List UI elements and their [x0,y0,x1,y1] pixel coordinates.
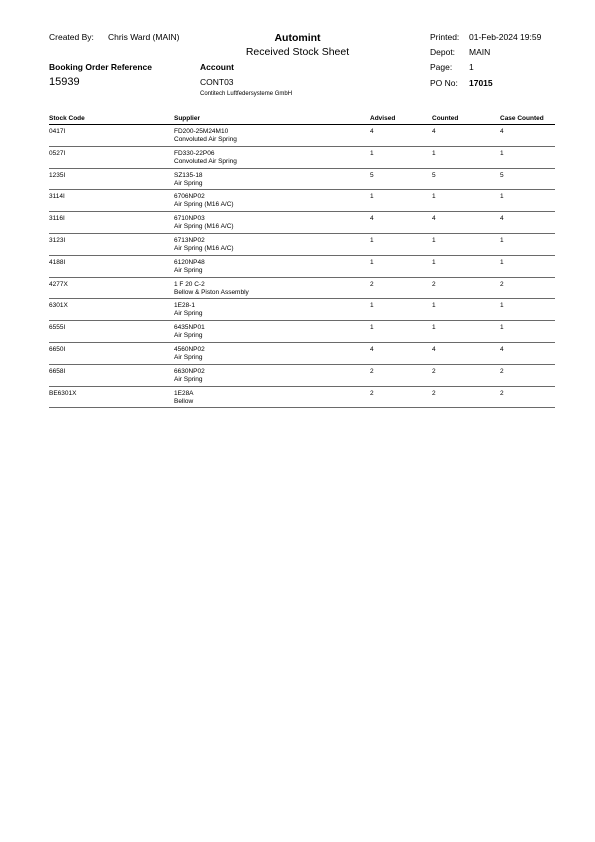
supplier-part-cell: 1 F 20 C-2 [174,280,205,288]
supplier-desc-cell: Air Spring (M16 A/C) [174,201,234,209]
advised-cell: 2 [370,280,374,288]
supplier-desc-cell: Convoluted Air Spring [174,157,237,165]
stock-code-cell: 0527I [49,149,66,157]
case-counted-cell: 1 [500,258,504,266]
account-code: CONT03 [200,77,234,87]
counted-cell: 1 [432,236,436,244]
depot-value: MAIN [469,47,491,57]
advised-cell: 1 [370,236,374,244]
case-counted-cell: 4 [500,345,504,353]
case-counted-cell: 1 [500,193,504,201]
advised-cell: 4 [370,345,374,353]
stock-code-cell: 4277X [49,280,68,288]
counted-cell: 2 [432,280,436,288]
supplier-desc-cell: Air Spring (M16 A/C) [174,223,234,231]
booking-ref-label: Booking Order Reference [49,62,152,72]
case-counted-cell: 4 [500,215,504,223]
case-counted-cell: 2 [500,367,504,375]
supplier-part-cell: 6435NP01 [174,324,205,332]
stock-code-cell: 1235I [49,171,66,179]
case-counted-cell: 2 [500,389,504,397]
created-by-label: Created By: [49,32,94,42]
counted-cell: 2 [432,389,436,397]
table-row [49,343,555,365]
col-supplier: Supplier [174,115,201,122]
case-counted-cell: 1 [500,236,504,244]
advised-cell: 1 [370,193,374,201]
account-label: Account [200,62,234,72]
col-counted: Counted [432,115,459,122]
col-case-counted: Case Counted [500,115,544,122]
supplier-part-cell: FD200-25M24M10 [174,128,229,135]
counted-cell: 4 [432,128,436,135]
printed-label: Printed: [430,32,460,42]
table-row [49,212,555,234]
table-row [49,169,555,191]
stock-code-cell: 3123I [49,236,66,244]
supplier-desc-cell: Air Spring [174,266,203,274]
stock-code-cell: BE6301X [49,389,77,397]
counted-cell: 5 [432,171,436,179]
account-name: Contitech Luftfedersysteme GmbH [200,91,293,97]
po-value: 17015 [469,78,493,88]
printed-value: 01-Feb-2024 19:59 [469,32,542,42]
table-row [49,387,555,409]
stock-code-cell: 6650I [49,345,66,353]
counted-cell: 1 [432,324,436,332]
counted-cell: 4 [432,215,436,223]
advised-cell: 5 [370,171,374,179]
advised-cell: 1 [370,149,374,157]
case-counted-cell: 1 [500,324,504,332]
counted-cell: 1 [432,149,436,157]
case-counted-cell: 4 [500,128,504,135]
advised-cell: 1 [370,302,374,310]
supplier-desc-cell: Bellow [174,397,194,405]
supplier-part-cell: 6630NP02 [174,367,205,375]
case-counted-cell: 1 [500,302,504,310]
supplier-desc-cell: Air Spring [174,332,203,340]
counted-cell: 1 [432,302,436,310]
supplier-part-cell: SZ135-18 [174,171,203,179]
stock-code-cell: 6555I [49,324,66,332]
supplier-desc-cell: Convoluted Air Spring [174,136,237,143]
supplier-part-cell: 6713NP02 [174,236,205,244]
booking-ref-value: 15939 [49,76,80,88]
case-counted-cell: 1 [500,149,504,157]
advised-cell: 4 [370,215,374,223]
counted-cell: 1 [432,258,436,266]
supplier-desc-cell: Air Spring [174,353,203,361]
table-row [49,365,555,387]
table-row [49,299,555,321]
supplier-desc-cell: Air Spring [174,375,203,383]
stock-code-cell: 6301X [49,302,68,310]
supplier-part-cell: 6706NP02 [174,193,205,201]
page-value: 1 [469,62,474,72]
case-counted-cell: 5 [500,171,504,179]
table-row [49,256,555,278]
stock-code-cell: 0417I [49,128,66,135]
supplier-desc-cell: Air Spring [174,310,203,318]
stock-table-body [0,125,595,408]
table-row [49,234,555,256]
supplier-part-cell: 6120NP48 [174,258,205,266]
col-stock-code: Stock Code [49,115,85,122]
table-row [49,147,555,169]
sheet-title: Received Stock Sheet [245,46,350,58]
supplier-desc-cell: Air Spring [174,179,203,187]
table-row [49,190,555,212]
stock-code-cell: 3114I [49,193,65,201]
supplier-desc-cell: Bellow & Piston Assembly [174,288,249,296]
table-row [49,278,555,300]
po-label: PO No: [430,78,458,88]
stock-code-cell: 3116I [49,215,65,223]
supplier-desc-cell: Air Spring (M16 A/C) [174,244,234,252]
supplier-part-cell: 4560NP02 [174,345,205,353]
table-row [49,321,555,343]
supplier-part-cell: 1E28A [174,389,194,397]
counted-cell: 2 [432,367,436,375]
advised-cell: 4 [370,128,374,135]
created-by-value: Chris Ward (MAIN) [108,32,180,42]
company-name: Automint [274,32,321,44]
advised-cell: 2 [370,367,374,375]
advised-cell: 2 [370,389,374,397]
counted-cell: 4 [432,345,436,353]
col-advised: Advised [370,115,396,122]
page-label: Page: [430,62,453,72]
depot-label: Depot: [430,47,456,57]
advised-cell: 1 [370,258,374,266]
case-counted-cell: 2 [500,280,504,288]
supplier-part-cell: 1E28-1 [174,302,195,310]
supplier-part-cell: 6710NP03 [174,215,205,223]
supplier-part-cell: FD330-22P06 [174,149,215,157]
advised-cell: 1 [370,324,374,332]
stock-code-cell: 4188I [49,258,66,266]
stock-code-cell: 6658I [49,367,66,375]
counted-cell: 1 [432,193,436,201]
table-row [49,125,555,147]
